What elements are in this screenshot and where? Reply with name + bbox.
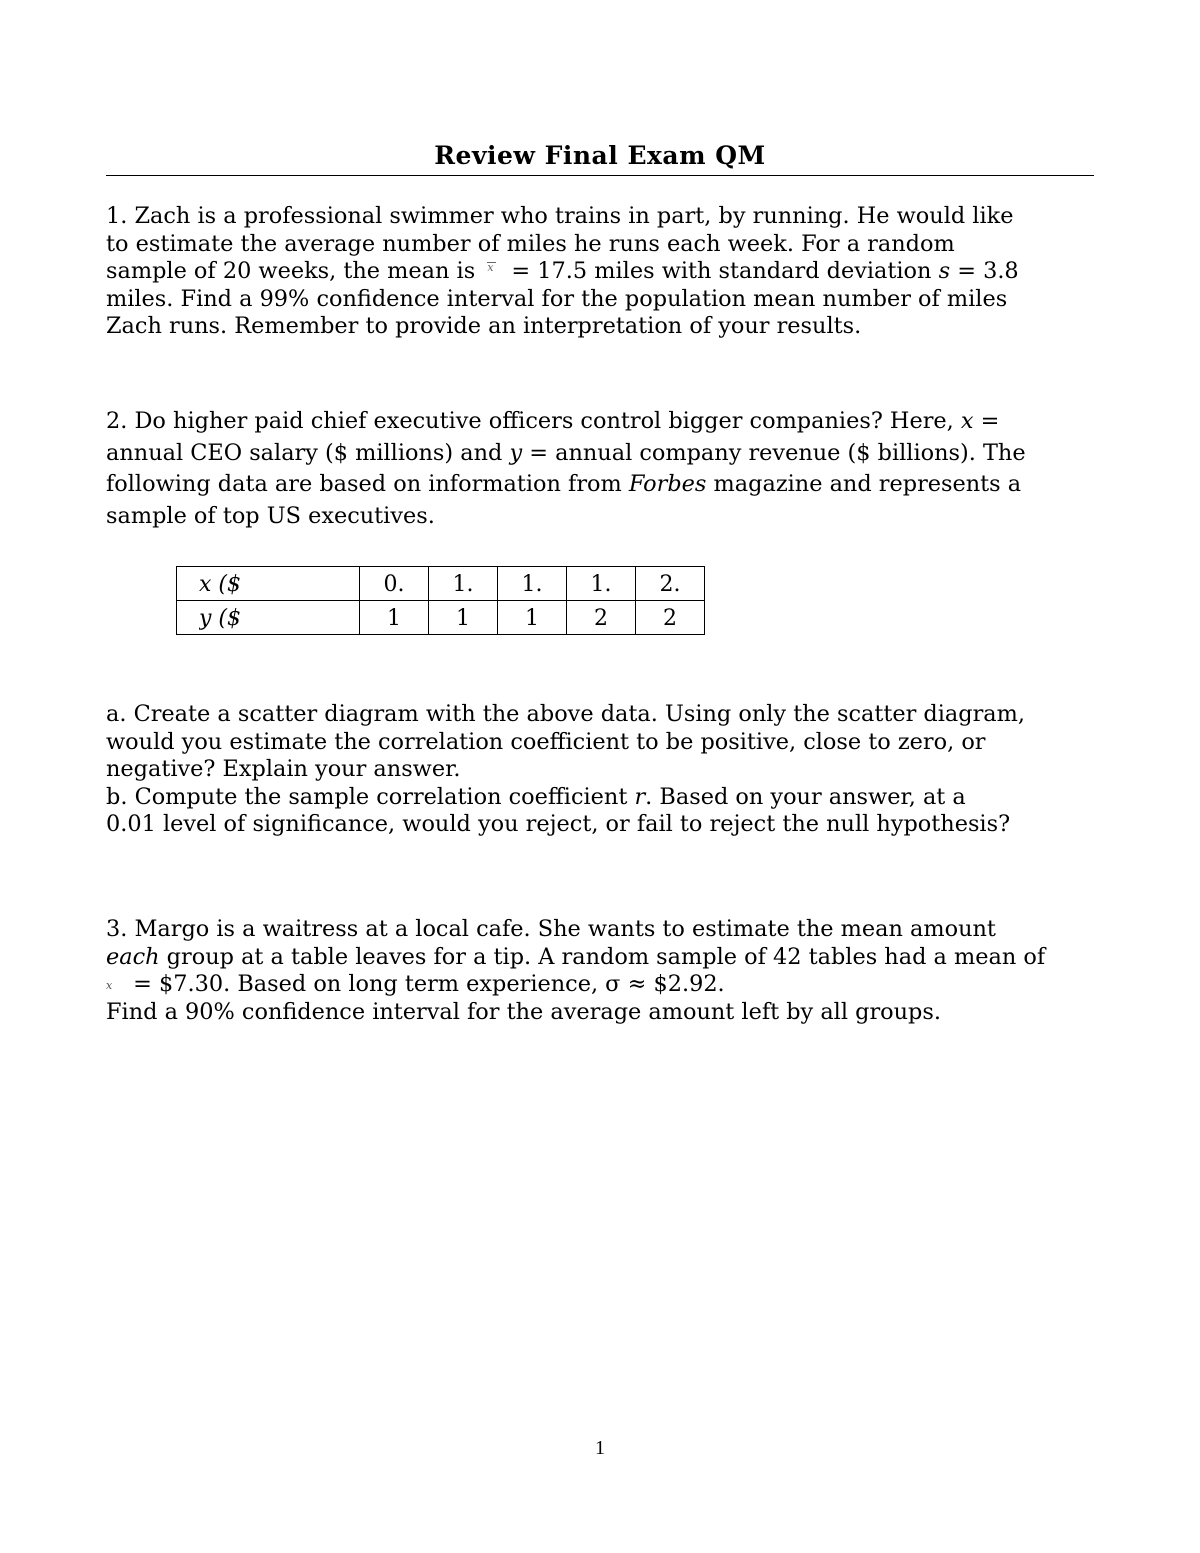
- q3-line-3: x = $7.30. Based on long term experience, σ ≈ $2.92.: [106, 971, 1096, 999]
- q1-line-3: [106, 258, 1096, 286]
- table-cell: 1: [429, 601, 498, 635]
- s-symbol: s: [938, 258, 951, 284]
- q2-line-2: annual CEO salary ($ millions) and y = annual company revenue ($ billions). The: [106, 439, 1026, 466]
- q3-line-2: each group at a table leaves for a tip. A random sample of 42 tables had a mean of: [106, 943, 1046, 970]
- q1-line-4: miles. Find a 99% confidence interval for the population mean number of miles: [106, 285, 1008, 312]
- part-b-line-2: 0.01 level of significance, would you reject, or fail to reject the null hypothesis?: [106, 811, 1011, 837]
- q1-line-3-mid: = 17.5 miles with standard deviation: [504, 258, 939, 284]
- question-1: [106, 203, 1096, 341]
- table-cell: 0.: [360, 567, 429, 601]
- r-symbol: r: [634, 783, 646, 810]
- part-a-line-2: would you estimate the correlation coefficient to be positive, close to zero, or: [106, 728, 986, 755]
- q3-line-1: 3. Margo is a waitress at a local cafe. She wants to estimate the mean amount: [106, 916, 996, 942]
- part-a-line-3: negative? Explain your answer.: [106, 756, 461, 782]
- q2-line-3: following data are based on information from Forbes magazine and represents a: [106, 471, 1022, 497]
- table-cell: 2: [636, 601, 705, 635]
- x-symbol: x: [960, 408, 974, 434]
- q1-line-3-start: sample of 20 weeks, the mean is: [106, 258, 483, 284]
- table-cell: 1.: [429, 567, 498, 601]
- q1-line-5: Zach runs. Remember to provide an interpretation of your results.: [106, 313, 862, 339]
- row-label: y ($: [177, 601, 360, 635]
- q1-line-1: 1. Zach is a professional swimmer who trains in part, by running. He would like: [106, 203, 1014, 229]
- row-label: x ($: [177, 567, 360, 601]
- question-3: [106, 916, 1096, 1026]
- data-table: [176, 566, 705, 635]
- q2-line-4: sample of top US executives.: [106, 502, 435, 529]
- table-cell: 2: [567, 601, 636, 635]
- title-rule: [106, 175, 1094, 176]
- table-cell: 1.: [498, 567, 567, 601]
- table-row-y: [177, 601, 705, 635]
- table-row-x: [177, 567, 705, 601]
- table-cell: 1: [360, 601, 429, 635]
- x-bar-symbol: x: [482, 260, 504, 280]
- q1-line-2: to estimate the average number of miles he runs each week. For a random: [106, 230, 955, 257]
- table-cell: 1.: [567, 567, 636, 601]
- each-emphasis: each: [106, 943, 160, 970]
- forbes-title: Forbes: [628, 471, 707, 497]
- part-a-line-1: a. Create a scatter diagram with the above data. Using only the scatter diagram,: [106, 701, 1026, 727]
- q3-line-4: Find a 90% confidence interval for the average amount left by all groups.: [106, 998, 941, 1025]
- table-cell: 1: [498, 601, 567, 635]
- page-number: 1: [595, 1437, 605, 1459]
- table-cell: 2.: [636, 567, 705, 601]
- q2-line-1: 2. Do higher paid chief executive officers control bigger companies? Here, x =: [106, 408, 1000, 434]
- q1-line-3-end: = 3.8: [950, 258, 1019, 284]
- question-2-parts: [106, 701, 1096, 839]
- y-symbol: y: [509, 439, 523, 466]
- question-2: [106, 406, 1096, 532]
- x-bar-symbol-small: x: [106, 979, 113, 992]
- page-title: Review Final Exam QM: [434, 141, 766, 170]
- part-b-line-1: b. Compute the sample correlation coefficient r. Based on your answer, at a: [106, 783, 966, 810]
